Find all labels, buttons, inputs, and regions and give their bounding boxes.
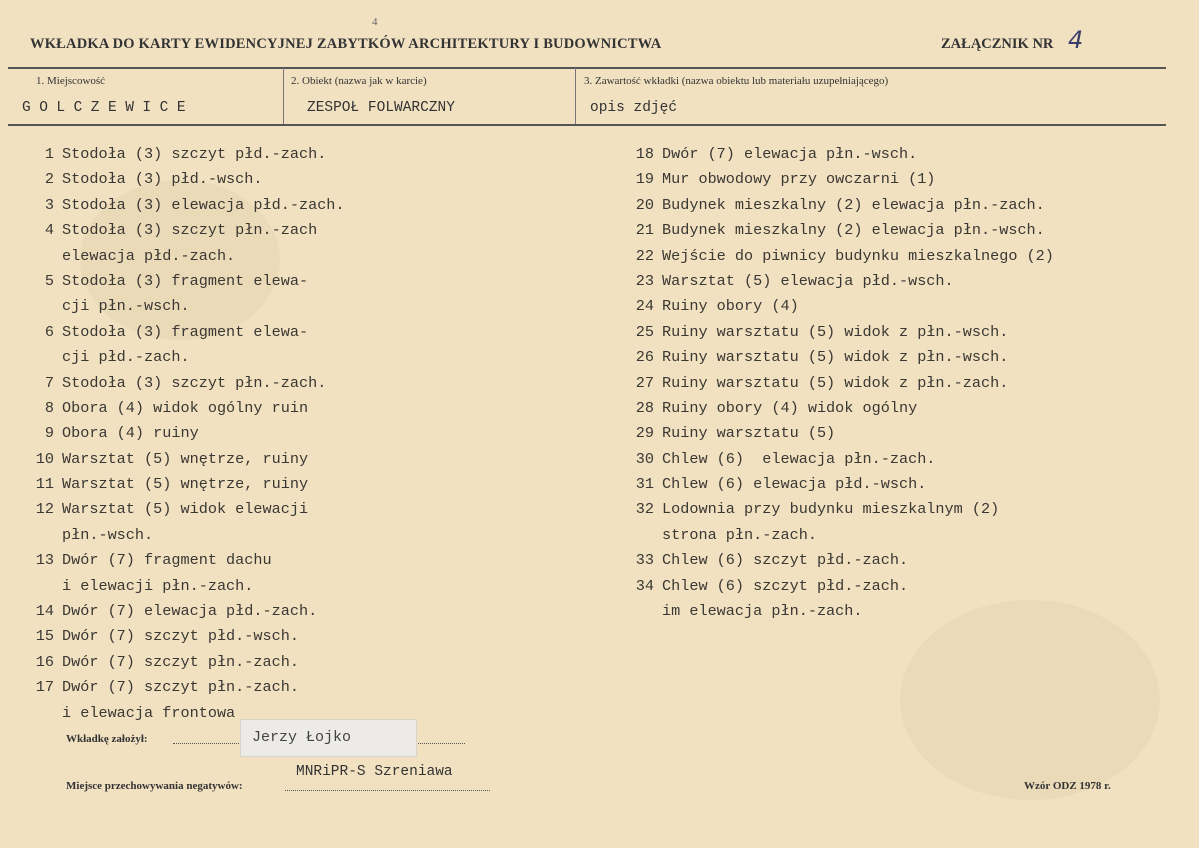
photo-description: Dwór (7) szczyt płd.-wsch. — [62, 627, 299, 646]
photo-number: 20 — [635, 195, 654, 214]
photo-number: 17 — [35, 678, 54, 697]
photo-description: Stodoła (3) fragment elewa- — [62, 322, 309, 341]
photo-number: 4 — [44, 221, 54, 240]
photo-description: Stodoła (3) szczyt płd.-zach. — [62, 145, 327, 163]
photo-description: Chlew (6) szczyt płd.-zach. — [662, 576, 909, 595]
photo-description: Ruiny warsztatu (5) widok z płn.-wsch. — [662, 348, 1009, 367]
photo-description: Warsztat (5) widok elewacji — [62, 500, 309, 519]
photo-description: Stodoła (3) elewacja płd.-zach. — [62, 195, 345, 214]
list-item — [0, 650, 345, 675]
photo-description: cji płd.-zach. — [62, 348, 190, 367]
place-value: GOLCZEWICE — [22, 100, 195, 116]
photo-number: 30 — [635, 449, 654, 468]
author-name: Jerzy Łojko — [252, 729, 352, 746]
attachment-label: ZAŁĄCZNIK NR — [941, 36, 1054, 52]
field-divider — [575, 68, 576, 124]
photo-description: Stodoła (3) płd.-wsch. — [62, 170, 263, 189]
photo-number: 18 — [635, 145, 654, 163]
list-item — [0, 371, 1054, 396]
photo-description: Chlew (6) szczyt płd.-zach. — [662, 551, 909, 570]
photo-description: i elewacji płn.-zach. — [62, 576, 254, 595]
photo-description: Ruiny obory (4) — [662, 297, 799, 316]
photo-description: Ruiny warsztatu (5) widok z płn.-wsch. — [662, 322, 1009, 341]
photo-description: Dwór (7) szczyt płn.-zach. — [62, 652, 299, 671]
photo-number: 22 — [635, 246, 654, 265]
list-item — [0, 167, 1054, 192]
photo-number: 28 — [635, 398, 654, 417]
author-label: Wkładkę założył: — [66, 733, 148, 745]
photo-number: 11 — [35, 475, 54, 494]
photo-number: 16 — [35, 652, 54, 671]
paper-stain — [900, 600, 1160, 800]
header-rule-top — [8, 67, 1166, 69]
object-value: ZESPOŁ FOLWARCZNY — [307, 100, 455, 116]
list-item — [0, 269, 1054, 294]
list-item — [0, 345, 1054, 370]
photo-description: Dwór (7) szczyt płn.-zach. — [62, 678, 299, 697]
photo-description: im elewacja płn.-zach. — [662, 602, 863, 621]
photo-description: Chlew (6) elewacja płd.-wsch. — [662, 475, 927, 494]
list-item — [0, 218, 1054, 243]
photo-description: Warsztat (5) wnętrze, ruiny — [62, 475, 309, 494]
list-item — [0, 624, 345, 649]
photo-description: cji płn.-wsch. — [62, 297, 190, 316]
photo-number: 5 — [44, 271, 54, 290]
photo-number: 15 — [35, 627, 54, 646]
photo-number: 10 — [35, 449, 54, 468]
photo-description: Mur obwodowy przy owczarni (1) — [662, 170, 936, 189]
photo-description: Lodownia przy budynku mieszkalnym (2) — [662, 500, 1000, 519]
header-rule-bottom — [8, 124, 1166, 126]
photo-description: strona płn.-zach. — [662, 525, 817, 544]
photo-number: 34 — [635, 576, 654, 595]
photo-description: Dwór (7) fragment dachu — [62, 551, 272, 570]
list-item — [0, 421, 1054, 446]
list-item — [0, 244, 1054, 269]
form-title: WKŁADKA DO KARTY EWIDENCYJNEJ ZABYTKÓW ARCHITEKTURY I BUDOWNICTWA — [30, 36, 662, 52]
photo-description: Warsztat (5) wnętrze, ruiny — [62, 449, 309, 468]
photo-description: i elewacja frontowa — [62, 703, 236, 722]
photo-number: 29 — [635, 424, 654, 443]
photo-number: 26 — [635, 348, 654, 367]
photo-number: 33 — [635, 551, 654, 570]
object-label: 2. Obiekt (nazwa jak w karcie) — [291, 75, 427, 87]
top-mark: 4 — [372, 16, 378, 28]
photo-number: 13 — [35, 551, 54, 570]
photo-number: 31 — [635, 475, 654, 494]
photo-description: Obora (4) widok ogólny ruin — [62, 398, 309, 417]
photo-number: 25 — [635, 322, 654, 341]
place-label: 1. Miejscowość — [36, 75, 106, 87]
list-item — [0, 675, 345, 700]
photo-description: Dwór (7) elewacja płn.-wsch. — [662, 145, 918, 163]
photo-number: 6 — [44, 322, 54, 341]
photo-number: 12 — [35, 500, 54, 519]
photo-description: Stodoła (3) fragment elewa- — [62, 271, 309, 290]
photo-number: 21 — [635, 221, 654, 240]
photo-number: 23 — [635, 271, 654, 290]
photo-number: 27 — [635, 373, 654, 392]
field-divider — [283, 68, 284, 124]
list-item — [0, 396, 1054, 421]
photo-description: Ruiny warsztatu (5) widok z płn.-zach. — [662, 373, 1009, 392]
photo-number: 14 — [35, 602, 54, 621]
photo-number: 2 — [44, 170, 54, 189]
form-model: Wzór ODZ 1978 r. — [1024, 780, 1111, 792]
list-item — [0, 523, 1054, 548]
list-item — [0, 320, 1054, 345]
photo-list-right — [0, 142, 1054, 624]
photo-number: 1 — [44, 145, 54, 163]
photo-description: Stodoła (3) szczyt płn.-zach. — [62, 373, 327, 392]
photo-description: Warsztat (5) elewacja płd.-wsch. — [662, 271, 954, 290]
attachment-number: 4 — [1068, 26, 1084, 54]
photo-description: Chlew (6) elewacja płn.-zach. — [662, 449, 936, 468]
list-item — [0, 447, 1054, 472]
photo-description: Wejście do piwnicy budynku mieszkalnego (2) — [662, 246, 1054, 265]
photo-number: 32 — [635, 500, 654, 519]
storage-value: MNRiPR-S Szreniawa — [296, 764, 453, 780]
list-item — [0, 193, 1054, 218]
photo-description: Ruiny obory (4) widok ogólny — [662, 398, 918, 417]
list-item — [0, 497, 1054, 522]
photo-description: Budynek mieszkalny (2) elewacja płn.-wsch. — [662, 221, 1045, 240]
photo-description: Budynek mieszkalny (2) elewacja płn.-zach. — [662, 195, 1045, 214]
photo-number: 3 — [44, 195, 54, 214]
photo-description: płn.-wsch. — [62, 525, 154, 544]
photo-description: Ruiny warsztatu (5) — [662, 424, 836, 443]
list-item — [0, 294, 1054, 319]
photo-description: Stodoła (3) szczyt płn.-zach — [62, 221, 318, 240]
photo-description: Dwór (7) elewacja płd.-zach. — [62, 602, 318, 621]
photo-number: 9 — [44, 424, 54, 443]
content-label: 3. Zawartość wkładki (nazwa obiektu lub materiału uzupełniającego) — [584, 75, 889, 87]
photo-number: 24 — [635, 297, 654, 316]
list-item — [0, 599, 1054, 624]
photo-description: elewacja płd.-zach. — [62, 246, 236, 265]
photo-number: 8 — [44, 398, 54, 417]
list-item — [0, 548, 1054, 573]
storage-dotted-line — [285, 790, 490, 791]
list-item — [0, 472, 1054, 497]
photo-number: 7 — [44, 373, 54, 392]
photo-number: 19 — [635, 170, 654, 189]
list-item — [0, 574, 1054, 599]
storage-label: Miejsce przechowywania negatywów: — [66, 780, 243, 792]
list-item — [0, 142, 1054, 167]
photo-description: Obora (4) ruiny — [62, 424, 199, 443]
content-value: opis zdjęć — [590, 100, 678, 116]
